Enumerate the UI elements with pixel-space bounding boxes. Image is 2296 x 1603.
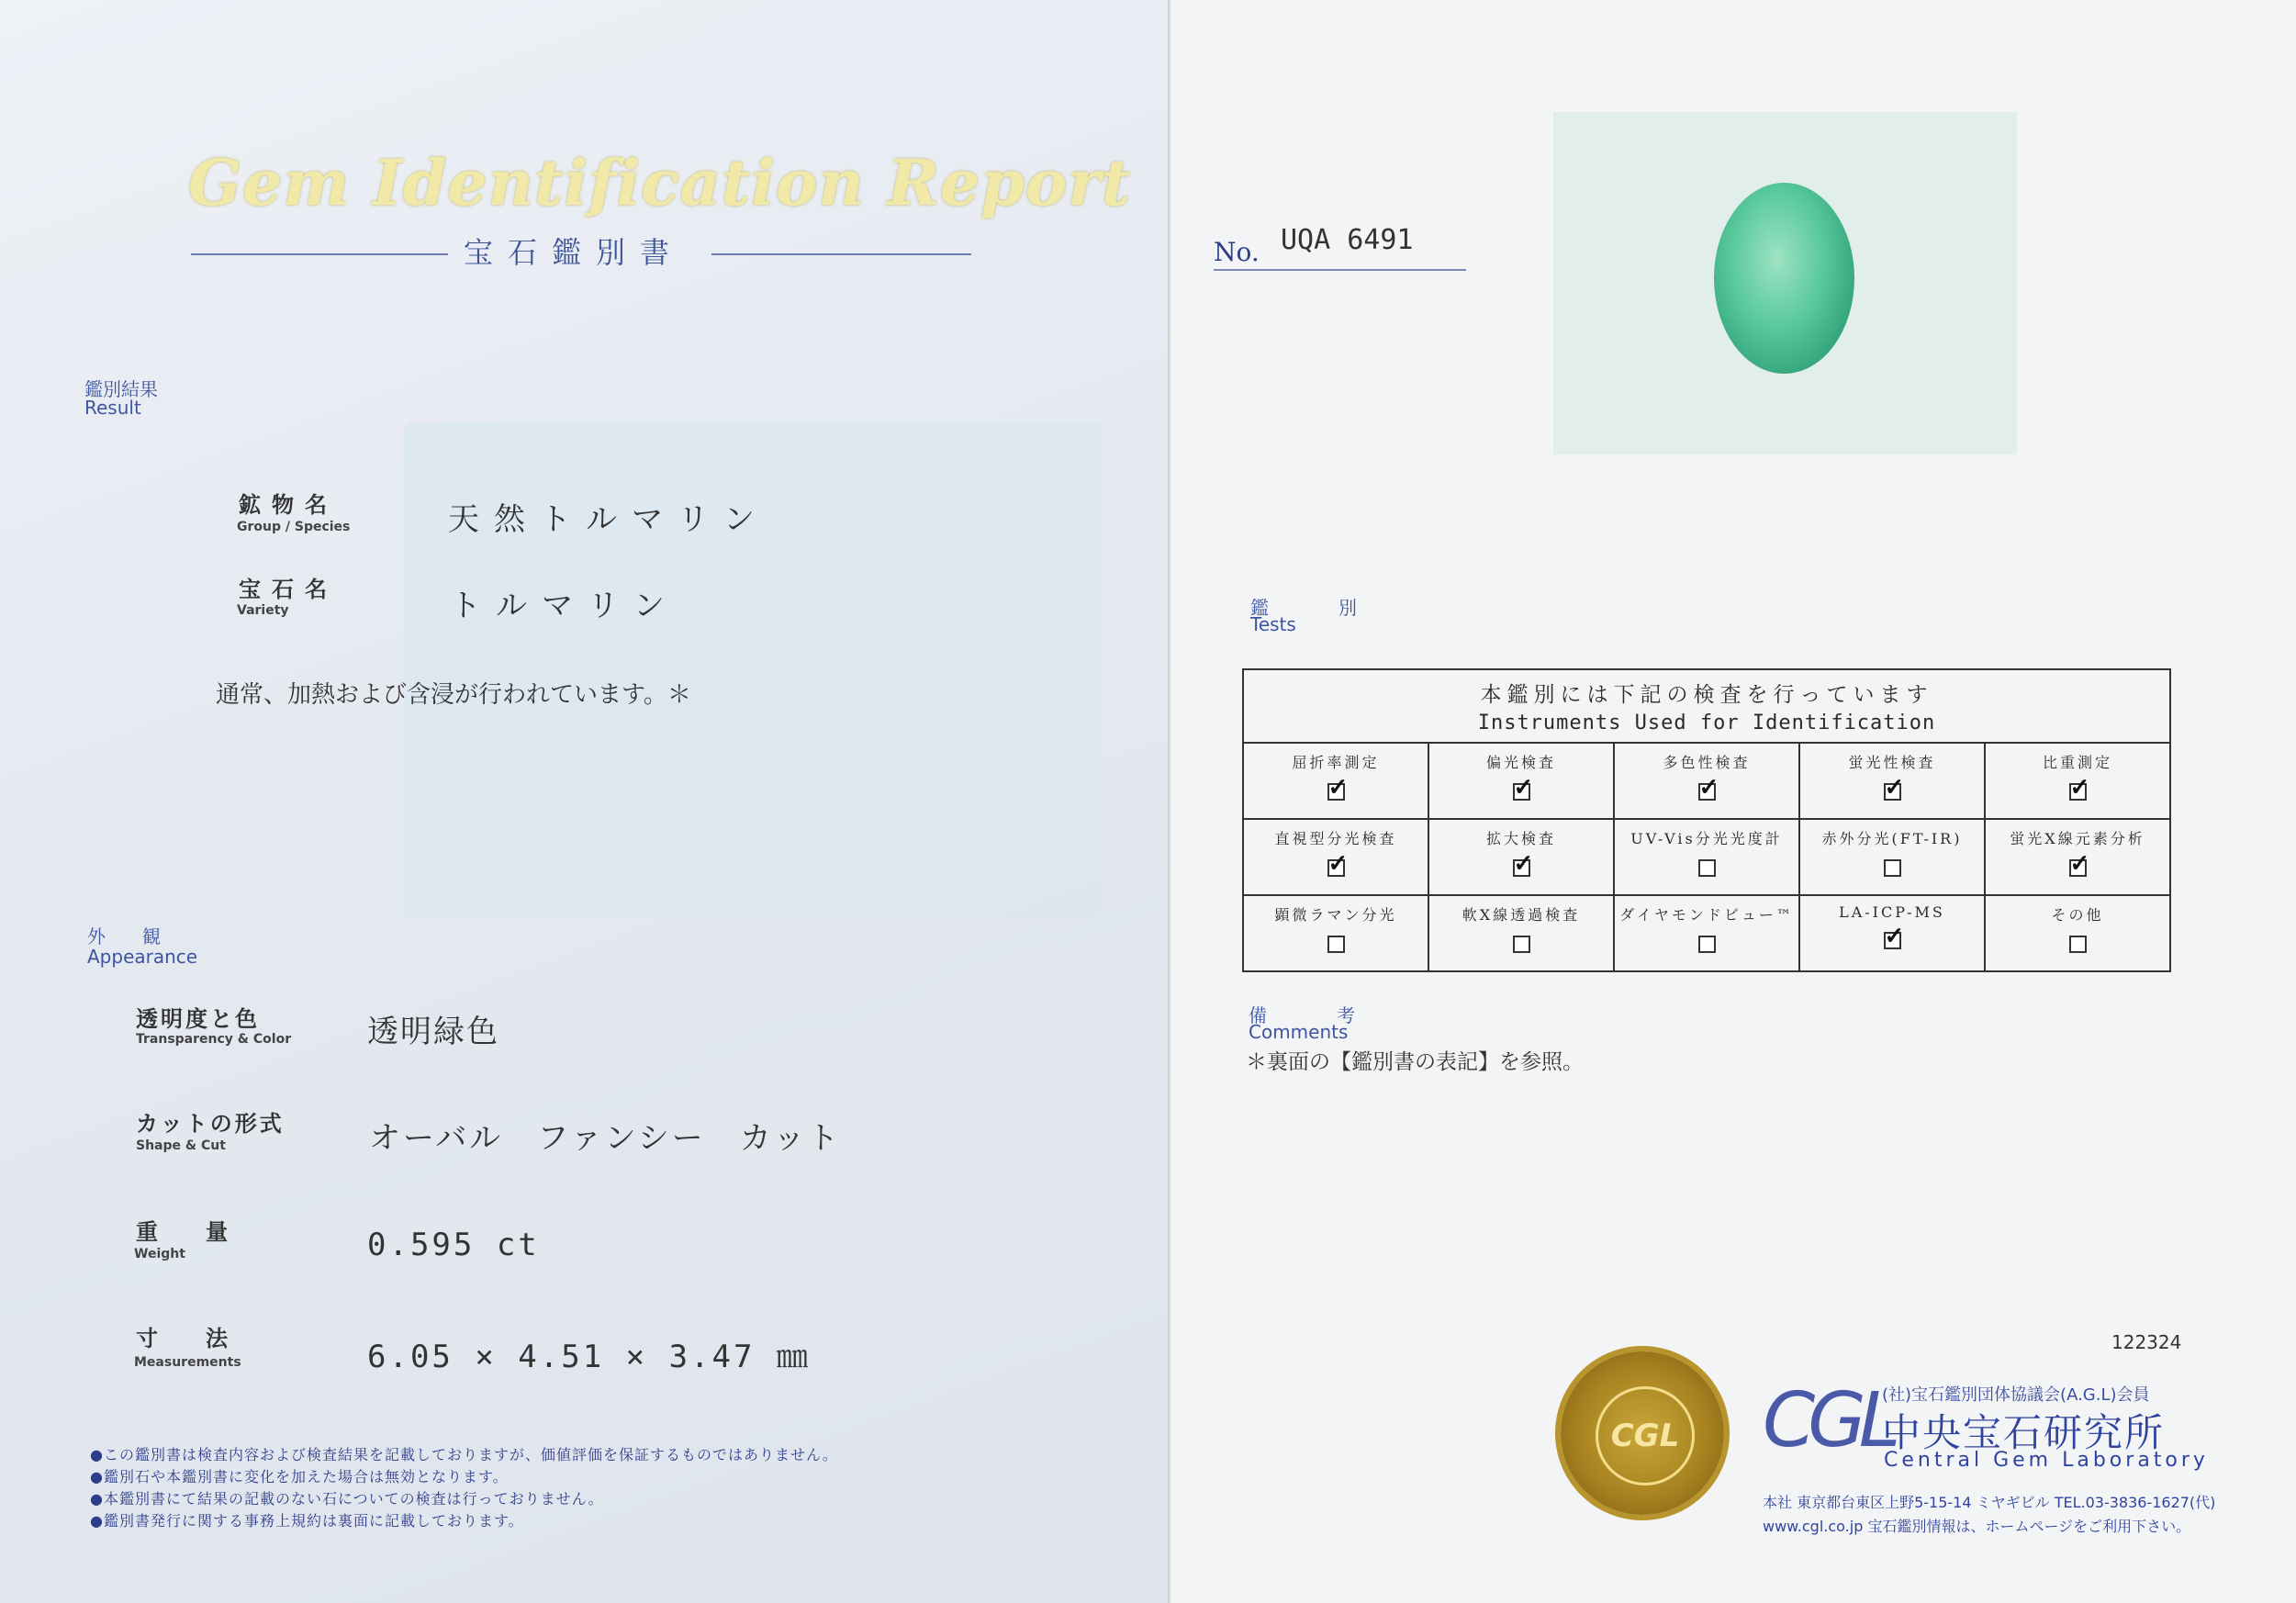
test-cell: [1614, 819, 1799, 895]
color-value: 透明緑色: [367, 1014, 499, 1050]
measure-label-en: Measurements: [134, 1355, 241, 1370]
agl-member-text: (社)宝石鑑別団体協議会(A.G.L)会員: [1882, 1385, 2150, 1405]
checked-box-icon: [1884, 783, 1901, 801]
checked-box-icon: [1327, 859, 1345, 877]
test-label: 赤外分光(FT-IR): [1821, 830, 1963, 847]
appearance-section-label-jp: 外 観: [87, 925, 170, 947]
tests-table: [1242, 668, 2171, 972]
checked-box-icon: [1513, 859, 1530, 877]
lab-name-en: Central Gem Laboratory: [1884, 1449, 2209, 1472]
test-cell: [1985, 819, 2170, 895]
species-label-en: Group / Species: [237, 520, 351, 534]
test-cell: [1799, 895, 1985, 971]
report-number-rule: [1214, 269, 1466, 271]
treatment-note: 通常、加熱および含浸が行われています。＊: [216, 681, 691, 709]
checked-box-icon: [1884, 932, 1901, 949]
test-cell: [1985, 895, 2170, 971]
test-cell: [1243, 895, 1428, 971]
report-title: Gem Identification Report: [188, 147, 1132, 220]
unchecked-box-icon: [1698, 859, 1716, 877]
weight-value: 0.595 ct: [367, 1227, 540, 1263]
serial-number: 122324: [2111, 1331, 2182, 1353]
cut-label-jp: カットの形式: [136, 1110, 285, 1137]
test-label: 屈折率測定: [1292, 754, 1380, 771]
unchecked-box-icon: [1327, 936, 1345, 953]
variety-label-en: Variety: [237, 603, 289, 618]
cut-label-en: Shape & Cut: [136, 1138, 226, 1153]
test-cell: [1985, 743, 2170, 819]
test-cell: [1614, 743, 1799, 819]
cut-value: オーバル ファンシー カット: [369, 1120, 842, 1157]
test-label: 顕微ラマン分光: [1274, 906, 1397, 924]
result-section-label-jp: 鑑別結果: [84, 378, 158, 400]
test-label: 多色性検査: [1663, 754, 1751, 771]
test-cell: [1614, 895, 1799, 971]
report-number-label: No.: [1214, 237, 1260, 267]
test-label: LA-ICP-MS: [1839, 903, 1945, 921]
weight-label-jp: 重 量: [136, 1218, 241, 1245]
tests-row: [1243, 819, 2170, 895]
checked-box-icon: [2069, 859, 2087, 877]
footnote-3: ●本鑑別書にて結果の記載のない石についての検査は行っておりません。: [90, 1490, 604, 1508]
checked-box-icon: [1327, 783, 1345, 801]
test-cell: [1799, 819, 1985, 895]
tests-row: [1243, 895, 2170, 971]
weight-label-en: Weight: [134, 1247, 185, 1261]
footnote-4: ●鑑別書発行に関する事務上規約は裏面に記載しております。: [90, 1512, 524, 1530]
tests-section-label-jp: 鑑 別: [1250, 597, 1383, 619]
test-label: その他: [2051, 906, 2104, 924]
test-cell: [1428, 743, 1614, 819]
unchecked-box-icon: [1884, 859, 1901, 877]
test-cell: [1243, 743, 1428, 819]
comments-section-label-en: Comments: [1249, 1021, 1349, 1043]
tests-header-en: Instruments Used for Identification: [1477, 712, 1936, 734]
variety-label-jp: 宝石名: [239, 576, 338, 602]
tests-table-header: [1243, 669, 2170, 743]
result-section-label-en: Result: [84, 397, 141, 419]
species-value: 天然トルマリン: [448, 501, 769, 538]
comments-section-label-jp: 備 考: [1249, 1004, 1381, 1026]
lab-address: 本社 東京都台東区上野5-15-14 ミヤギビル TEL.03-3836-1627(代): [1763, 1494, 2216, 1511]
footnote-2: ●鑑別石や本鑑別書に変化を加えた場合は無効となります。: [90, 1468, 509, 1485]
color-label-en: Transparency & Color: [136, 1032, 292, 1047]
tests-row: [1243, 743, 2170, 819]
subtitle-rule-left: [191, 253, 448, 255]
tourmaline-gem-image: [1714, 183, 1854, 374]
checked-box-icon: [2069, 783, 2087, 801]
footnote-1: ●この鑑別書は検査内容および検査結果を記載しておりますが、価値評価を保証するものではありません。: [90, 1446, 838, 1463]
test-label: UV-Vis分光光度計: [1630, 830, 1783, 847]
test-label: 偏光検査: [1485, 754, 1556, 771]
cgl-seal-logo: CGL: [1596, 1386, 1695, 1485]
unchecked-box-icon: [1513, 936, 1530, 953]
tests-header-jp: 本鑑別には下記の検査を行っています: [1480, 683, 1933, 707]
test-cell: [1428, 819, 1614, 895]
comments-text: ＊裏面の【鑑別書の表記】を参照。: [1246, 1050, 1584, 1074]
test-label: ダイヤモンドビュー™: [1619, 906, 1794, 924]
gem-photo: [1553, 112, 2017, 454]
test-cell: [1243, 819, 1428, 895]
lab-name-jp: 中央宝石研究所: [1882, 1410, 2166, 1455]
checked-box-icon: [1698, 783, 1716, 801]
test-label: 比重測定: [2042, 754, 2112, 771]
measure-value: 6.05 × 4.51 × 3.47 ㎜: [367, 1339, 811, 1375]
cgl-logo: CGL: [1763, 1377, 1894, 1464]
test-cell: [1799, 743, 1985, 819]
lab-website: www.cgl.co.jp 宝石鑑別情報は、ホームページをご利用下さい。: [1763, 1518, 2191, 1535]
test-label: 蛍光X線元素分析: [2010, 830, 2145, 847]
test-label: 直視型分光検査: [1274, 830, 1397, 847]
test-label: 軟X線透過検査: [1462, 906, 1581, 924]
appearance-section-label-en: Appearance: [87, 946, 198, 968]
variety-value: トルマリン: [450, 588, 679, 624]
color-label-jp: 透明度と色: [136, 1005, 260, 1032]
cgl-seal: [1561, 1351, 1724, 1515]
measure-label-jp: 寸 法: [136, 1325, 241, 1351]
test-cell: [1428, 895, 1614, 971]
species-label-jp: 鉱物名: [239, 491, 338, 518]
test-label: 拡大検査: [1485, 830, 1556, 847]
checked-box-icon: [1513, 783, 1530, 801]
tests-section-label-en: Tests: [1250, 613, 1296, 635]
report-number-value: UQA 6491: [1281, 224, 1414, 256]
unchecked-box-icon: [1698, 936, 1716, 953]
report-subtitle: 宝石鑑別書: [464, 235, 685, 270]
unchecked-box-icon: [2069, 936, 2087, 953]
test-label: 蛍光性検査: [1848, 754, 1936, 771]
subtitle-rule-right: [711, 253, 971, 255]
